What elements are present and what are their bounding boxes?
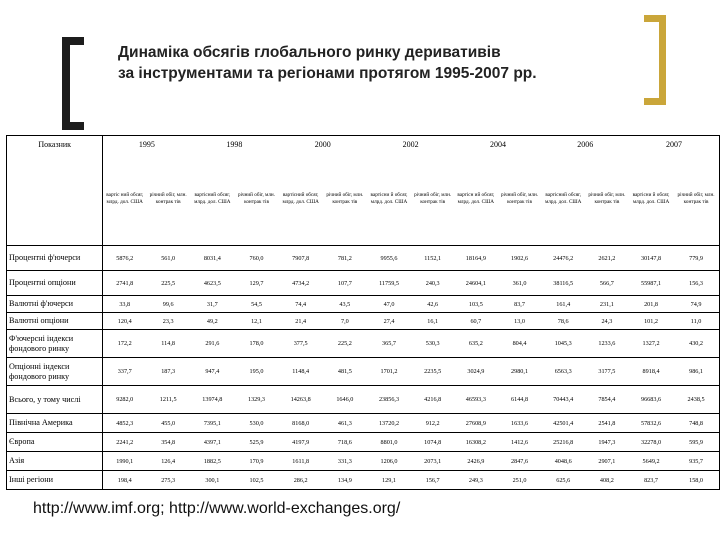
derivatives-table [6, 135, 720, 490]
table-cell: 4852,3 [103, 414, 146, 433]
table-cell: 96683,6 [629, 386, 673, 414]
table-cell: 2438,5 [673, 386, 719, 414]
table-cell: 6144,8 [497, 386, 541, 414]
table-cell: 1327,2 [629, 330, 673, 358]
column-subheader: вартісний обсяг, млрд. дол. США [279, 153, 323, 246]
table-row [7, 313, 720, 330]
table-cell: 1990,1 [103, 452, 146, 471]
table-cell: 42501,4 [542, 414, 585, 433]
table-cell: 47,0 [367, 296, 411, 313]
page-title [118, 42, 638, 84]
table-cell: 2541,8 [585, 414, 629, 433]
year-header-row [7, 136, 720, 154]
table-body [7, 246, 720, 490]
table-cell: 13720,2 [367, 414, 411, 433]
sub-header-row [7, 153, 720, 246]
title-line-2: за інструментами та регіонами протягом 1995-2007 рр. [118, 65, 537, 82]
table-cell: 18164,9 [454, 246, 497, 271]
table-cell: 595,9 [673, 433, 719, 452]
table-cell: 5649,2 [629, 452, 673, 471]
table-cell: 2241,2 [103, 433, 146, 452]
column-subheader: річний обіг, млн. контрак тів [673, 153, 719, 246]
table-cell: 530,3 [411, 330, 454, 358]
table-cell: 461,3 [323, 414, 367, 433]
table-cell: 525,9 [234, 433, 278, 452]
table-cell: 103,5 [454, 296, 497, 313]
table-cell: 1611,8 [279, 452, 323, 471]
column-subheader: річний обіг, млн. контрак тів [323, 153, 367, 246]
table-cell: 4734,2 [279, 271, 323, 296]
table-cell: 408,2 [585, 471, 629, 490]
table-cell: 24604,1 [454, 271, 497, 296]
table-cell: 129,1 [367, 471, 411, 490]
row-label: Північна Америка [7, 414, 103, 433]
table-cell: 42,6 [411, 296, 454, 313]
year-header: 2002 [367, 136, 454, 154]
row-label: Процентні ф'ючерси [7, 246, 103, 271]
column-subheader: вартісний обсяг, млрд. дол. США [542, 153, 585, 246]
table-cell: 9282,0 [103, 386, 146, 414]
table-cell: 2741,8 [103, 271, 146, 296]
column-subheader: вартісни й обсяг, млрд. дол. США [629, 153, 673, 246]
table-cell: 4623,5 [190, 271, 234, 296]
table-cell: 49,2 [190, 313, 234, 330]
table-cell: 70443,4 [542, 386, 585, 414]
table-cell: 561,0 [146, 246, 190, 271]
table-cell: 24476,2 [542, 246, 585, 271]
table-cell: 361,0 [497, 271, 541, 296]
table-cell: 4397,1 [190, 433, 234, 452]
table-cell: 779,9 [673, 246, 719, 271]
table-cell: 1206,0 [367, 452, 411, 471]
table-cell: 1947,3 [585, 433, 629, 452]
table-cell: 354,8 [146, 433, 190, 452]
table-cell: 1233,6 [585, 330, 629, 358]
table-row [7, 433, 720, 452]
column-subheader: річний обіг, млн. контрак тів [411, 153, 454, 246]
table-cell: 161,4 [542, 296, 585, 313]
table-cell: 1902,6 [497, 246, 541, 271]
table-row [7, 330, 720, 358]
table-cell: 54,5 [234, 296, 278, 313]
table-cell: 823,7 [629, 471, 673, 490]
table-cell: 198,4 [103, 471, 146, 490]
table-cell: 187,3 [146, 358, 190, 386]
table-cell: 57832,6 [629, 414, 673, 433]
table-cell: 1329,3 [234, 386, 278, 414]
table-cell: 1148,4 [279, 358, 323, 386]
table-cell: 102,5 [234, 471, 278, 490]
table-cell: 11759,5 [367, 271, 411, 296]
table-cell: 23,3 [146, 313, 190, 330]
table-cell: 27,4 [367, 313, 411, 330]
table-cell: 21,4 [279, 313, 323, 330]
table-cell: 2426,9 [454, 452, 497, 471]
column-subheader: річний обіг, млн. контрак тів [146, 153, 190, 246]
table-cell: 8801,0 [367, 433, 411, 452]
table-cell: 337,7 [103, 358, 146, 386]
table-cell: 7,0 [323, 313, 367, 330]
table-cell: 530,0 [234, 414, 278, 433]
row-label: Інші регіони [7, 471, 103, 490]
column-subheader: вартісн ий обсяг, млрд. дол. США [454, 153, 497, 246]
table-cell: 2235,5 [411, 358, 454, 386]
table-cell: 2980,1 [497, 358, 541, 386]
table-cell: 11,0 [673, 313, 719, 330]
table-cell: 231,1 [585, 296, 629, 313]
indicator-header: Показник [7, 136, 103, 154]
table-cell: 60,7 [454, 313, 497, 330]
table-cell: 27608,9 [454, 414, 497, 433]
table-cell: 38116,5 [542, 271, 585, 296]
table-cell: 43,5 [323, 296, 367, 313]
table-cell: 377,5 [279, 330, 323, 358]
table-cell: 1412,6 [497, 433, 541, 452]
table-row [7, 358, 720, 386]
table-cell: 13,0 [497, 313, 541, 330]
table-cell: 4216,8 [411, 386, 454, 414]
table-row [7, 452, 720, 471]
title-line-1: Динаміка обсягів глобального ринку деривативів [118, 44, 501, 61]
table-row [7, 271, 720, 296]
right-bracket-decoration [644, 15, 666, 105]
table-row [7, 386, 720, 414]
table-cell: 1633,6 [497, 414, 541, 433]
table-cell: 3024,9 [454, 358, 497, 386]
table-cell: 74,9 [673, 296, 719, 313]
table-cell: 158,0 [673, 471, 719, 490]
table-cell: 1701,2 [367, 358, 411, 386]
row-label: Валютні ф'ючерси [7, 296, 103, 313]
table-cell: 225,2 [323, 330, 367, 358]
year-header: 2007 [629, 136, 720, 154]
table-cell: 635,2 [454, 330, 497, 358]
table-cell: 2907,1 [585, 452, 629, 471]
row-label: Валютні опціони [7, 313, 103, 330]
indicator-header-blank [7, 153, 103, 246]
table-cell: 1045,3 [542, 330, 585, 358]
row-label: Опціонні індекси фондового ринку [7, 358, 103, 386]
table-cell: 107,7 [323, 271, 367, 296]
table-cell: 195,0 [234, 358, 278, 386]
table-cell: 986,1 [673, 358, 719, 386]
table-cell: 1211,5 [146, 386, 190, 414]
table-cell: 170,9 [234, 452, 278, 471]
table-row [7, 296, 720, 313]
table-cell: 126,4 [146, 452, 190, 471]
table-cell: 6563,3 [542, 358, 585, 386]
table-cell: 912,2 [411, 414, 454, 433]
row-label: Європа [7, 433, 103, 452]
table-cell: 74,4 [279, 296, 323, 313]
table-cell: 12,1 [234, 313, 278, 330]
table-cell: 1074,8 [411, 433, 454, 452]
table-cell: 13974,8 [190, 386, 234, 414]
table-cell: 8918,4 [629, 358, 673, 386]
table-cell: 935,7 [673, 452, 719, 471]
row-label: Всього, у тому числі [7, 386, 103, 414]
source-note: http://www.imf.org; http://www.world-exchanges.org/ [33, 500, 401, 517]
table-cell: 566,7 [585, 271, 629, 296]
table-cell: 430,2 [673, 330, 719, 358]
column-subheader: річний обіг, млн. контрак тів [497, 153, 541, 246]
table-cell: 804,4 [497, 330, 541, 358]
table-cell: 16,1 [411, 313, 454, 330]
table-cell: 9955,6 [367, 246, 411, 271]
table-cell: 286,2 [279, 471, 323, 490]
table-cell: 781,2 [323, 246, 367, 271]
table-cell: 129,7 [234, 271, 278, 296]
table-cell: 120,4 [103, 313, 146, 330]
table-cell: 947,4 [190, 358, 234, 386]
column-subheader: річний обіг, млн. контрак тів [585, 153, 629, 246]
table-cell: 3177,5 [585, 358, 629, 386]
table-cell: 2073,1 [411, 452, 454, 471]
table-cell: 4197,9 [279, 433, 323, 452]
table-cell: 5876,2 [103, 246, 146, 271]
year-header: 2000 [279, 136, 367, 154]
row-label: Азія [7, 452, 103, 471]
table-cell: 31,7 [190, 296, 234, 313]
table-cell: 134,9 [323, 471, 367, 490]
table-cell: 24,3 [585, 313, 629, 330]
table-cell: 2621,2 [585, 246, 629, 271]
table-cell: 83,7 [497, 296, 541, 313]
table-cell: 748,8 [673, 414, 719, 433]
table-cell: 25216,8 [542, 433, 585, 452]
table-cell: 8031,4 [190, 246, 234, 271]
table-cell: 718,6 [323, 433, 367, 452]
table-cell: 455,0 [146, 414, 190, 433]
table-row [7, 414, 720, 433]
table-cell: 365,7 [367, 330, 411, 358]
table-cell: 178,0 [234, 330, 278, 358]
table-cell: 7395,1 [190, 414, 234, 433]
table-cell: 46593,3 [454, 386, 497, 414]
table-cell: 32278,0 [629, 433, 673, 452]
table-cell: 300,1 [190, 471, 234, 490]
table-cell: 78,6 [542, 313, 585, 330]
table-row [7, 246, 720, 271]
year-header: 1995 [103, 136, 190, 154]
table-cell: 55987,1 [629, 271, 673, 296]
table-cell: 1882,5 [190, 452, 234, 471]
table-cell: 275,3 [146, 471, 190, 490]
table-cell: 33,8 [103, 296, 146, 313]
table-cell: 7907,8 [279, 246, 323, 271]
table-cell: 30147,8 [629, 246, 673, 271]
table-cell: 101,2 [629, 313, 673, 330]
table-cell: 249,3 [454, 471, 497, 490]
table-cell: 291,6 [190, 330, 234, 358]
year-header: 1998 [190, 136, 278, 154]
table-cell: 156,7 [411, 471, 454, 490]
table-cell: 760,0 [234, 246, 278, 271]
column-subheader: вартіс ний обсяг, млрд. дол. США [103, 153, 146, 246]
table-cell: 240,3 [411, 271, 454, 296]
table-cell: 172,2 [103, 330, 146, 358]
table-cell: 1152,1 [411, 246, 454, 271]
table-cell: 8168,0 [279, 414, 323, 433]
table-cell: 99,6 [146, 296, 190, 313]
table-row [7, 471, 720, 490]
table-cell: 2847,6 [497, 452, 541, 471]
table-cell: 23856,3 [367, 386, 411, 414]
year-header: 2004 [454, 136, 541, 154]
table-cell: 1646,0 [323, 386, 367, 414]
table-cell: 14263,8 [279, 386, 323, 414]
table-cell: 7854,4 [585, 386, 629, 414]
table-cell: 4048,6 [542, 452, 585, 471]
row-label: Процентні опціони [7, 271, 103, 296]
table-cell: 625,6 [542, 471, 585, 490]
table-cell: 201,8 [629, 296, 673, 313]
table-cell: 225,5 [146, 271, 190, 296]
table-cell: 156,3 [673, 271, 719, 296]
column-subheader: вартісни й обсяг, млрд. дол. США [367, 153, 411, 246]
column-subheader: річний обіг, млн. контрак тів [234, 153, 278, 246]
table-cell: 481,5 [323, 358, 367, 386]
table-cell: 16308,2 [454, 433, 497, 452]
column-subheader: вартісний обсяг, млрд. дол. США [190, 153, 234, 246]
table-cell: 114,8 [146, 330, 190, 358]
year-header: 2006 [542, 136, 629, 154]
row-label: Ф'ючерсні індекси фондового ринку [7, 330, 103, 358]
table-cell: 331,3 [323, 452, 367, 471]
left-bracket-decoration [62, 37, 84, 130]
table-cell: 251,0 [497, 471, 541, 490]
